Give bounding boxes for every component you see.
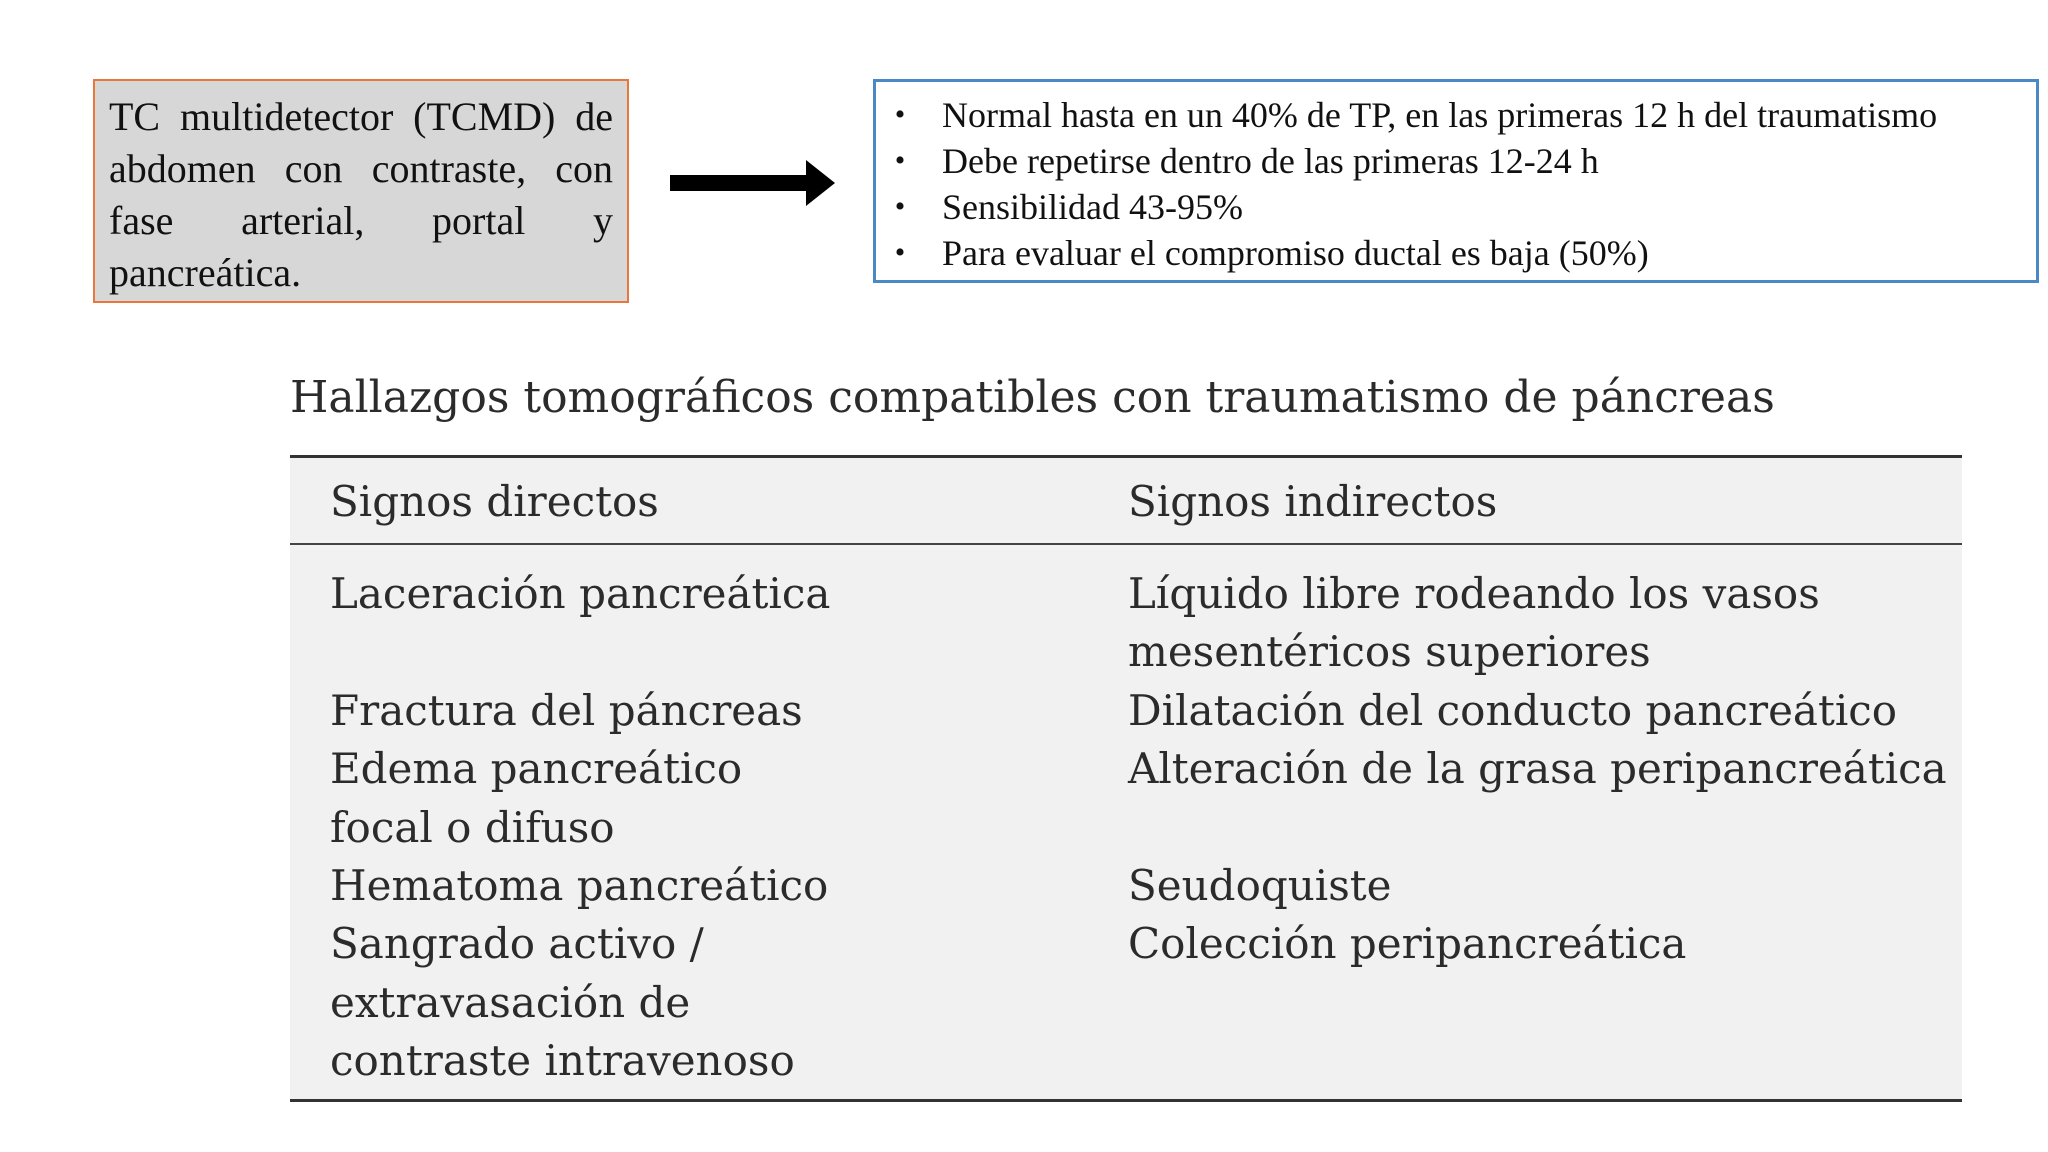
note-item (876, 184, 2036, 230)
direct-sign-line: Fractura del páncreas (330, 686, 803, 735)
note-item (876, 138, 2036, 184)
header-direct-signs: Signos directos (330, 477, 659, 526)
direct-sign-line: Edema pancreático (330, 744, 743, 793)
bullet-icon: • (894, 190, 906, 223)
table-title: Hallazgos tomográficos compatibles con traumatismo de páncreas (290, 372, 1775, 423)
header-indirect-signs: Signos indirectos (1128, 477, 1498, 526)
note-text: Debe repetirse dentro de las primeras 12-24 h (942, 141, 1599, 181)
direct-sign-line: contraste intravenoso (330, 1036, 795, 1085)
right-arrow-icon (670, 160, 835, 206)
table-header-row (290, 458, 1962, 545)
note-item (876, 230, 2036, 276)
direct-sign-line: Laceración pancreática (330, 569, 831, 618)
bullet-icon: • (894, 236, 906, 269)
indirect-sign-line: Líquido libre rodeando los vasos (1128, 569, 1820, 618)
note-text: Para evaluar el compromiso ductal es baja (50%) (942, 233, 1649, 273)
indirect-sign-line: Alteración de la grasa peripancreática (1128, 744, 1947, 793)
direct-sign-line: extravasación de (330, 978, 691, 1027)
notes-box (873, 79, 2039, 283)
bullet-icon: • (894, 98, 906, 131)
indirect-sign-line: mesentéricos superiores (1128, 627, 1651, 676)
direct-sign-line: Sangrado activo / (330, 919, 704, 968)
note-item (876, 92, 2036, 138)
note-text: Sensibilidad 43-95% (942, 187, 1243, 227)
bullet-icon: • (894, 144, 906, 177)
direct-sign-line: focal o difuso (330, 803, 615, 852)
findings-table (290, 455, 1962, 1102)
notes-list (876, 92, 2036, 276)
indirect-sign-line: Colección peripancreática (1128, 919, 1687, 968)
note-text: Normal hasta en un 40% de TP, en las primeras 12 h del traumatismo (942, 95, 1938, 135)
method-box (93, 79, 629, 303)
indirect-sign-line: Dilatación del conducto pancreático (1128, 686, 1898, 735)
method-text: TC multidetector (TCMD) de abdomen con contraste, con fase arterial, portal y pancreática. (109, 94, 613, 295)
indirect-sign-line: Seudoquiste (1128, 861, 1392, 910)
direct-sign-line: Hematoma pancreático (330, 861, 829, 910)
